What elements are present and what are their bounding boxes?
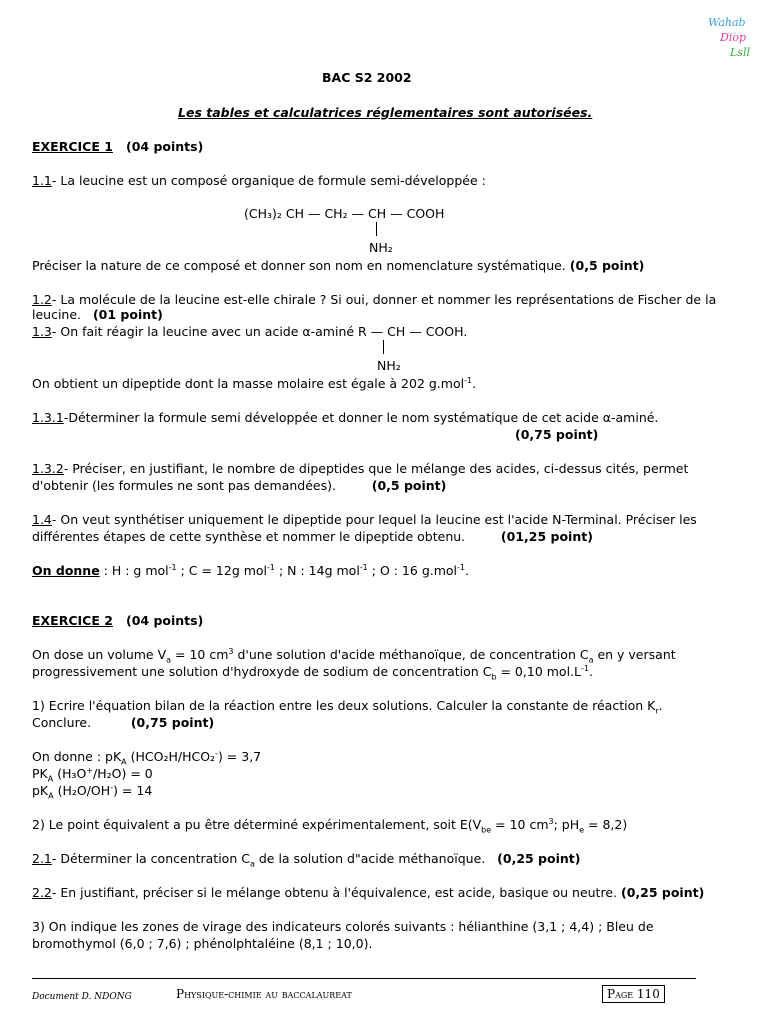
page-subtitle: Les tables et calculatrices réglementaires sont autorisées. bbox=[178, 105, 593, 120]
footer-rule bbox=[32, 978, 696, 979]
superscript: -1 bbox=[168, 562, 177, 572]
question-points: (01 point) bbox=[92, 307, 163, 322]
exercise-1-heading bbox=[32, 139, 203, 155]
question-2-2-1 bbox=[32, 851, 580, 867]
exercise-2-intro-2 bbox=[32, 664, 593, 680]
question-text: On obtient un dipeptide dont la masse molaire est égale à 202 g.mol bbox=[32, 376, 465, 391]
question-text: - Déterminer la concentration C bbox=[51, 851, 250, 866]
page-title: BAC S2 2002 bbox=[322, 70, 412, 85]
punctuation: . bbox=[588, 664, 593, 679]
punctuation: . bbox=[472, 376, 477, 391]
question-number: 1.3.2 bbox=[32, 461, 64, 476]
question-number: 1.3 bbox=[32, 324, 52, 339]
pka-text: (H₃O bbox=[53, 766, 87, 781]
superscript: -1 bbox=[457, 562, 466, 572]
question-points: (01,25 point) bbox=[500, 529, 593, 544]
superscript: -1 bbox=[267, 562, 276, 572]
pka-text: ) = 3,7 bbox=[217, 749, 262, 764]
question-text: - La molécule de la leucine est-elle chirale ? Si oui, donner et nommer les représentations de Fischer de la bbox=[51, 292, 717, 307]
question-points: (0,5 point) bbox=[371, 478, 447, 493]
question-2-2 bbox=[32, 817, 627, 833]
formula-bond-1 bbox=[376, 222, 377, 236]
exercise-2-points: (04 points) bbox=[126, 613, 204, 628]
intro-text: On dose un volume V bbox=[32, 647, 167, 662]
question-text: = 8,2) bbox=[584, 817, 628, 832]
question-1-3-2 bbox=[32, 461, 688, 477]
punctuation: . bbox=[658, 698, 663, 713]
question-text: de la solution d"acide méthanoïque. bbox=[254, 851, 486, 866]
superscript: - bbox=[215, 748, 218, 758]
question-1-3-2-cont bbox=[32, 478, 446, 494]
question-text: - On fait réagir la leucine avec un acide α-aminé R — CH — COOH. bbox=[51, 324, 468, 339]
question-points: (0,5 point) bbox=[569, 258, 645, 273]
pka-text: ) = 14 bbox=[113, 783, 153, 798]
question-2-3-cont: bromothymol (6,0 ; 7,6) ; phénolphtaléine (8,1 ; 10,0). bbox=[32, 936, 373, 951]
subscript: A bbox=[121, 757, 127, 767]
question-2-1-cont bbox=[32, 715, 214, 731]
question-text: 2) Le point équivalent a pu être déterminé expérimentalement, soit E(V bbox=[32, 817, 482, 832]
question-1-4 bbox=[32, 512, 697, 528]
subscript: be bbox=[481, 825, 492, 835]
question-1-1 bbox=[32, 173, 486, 189]
intro-text: en y versant bbox=[593, 647, 676, 662]
question-1-4-cont bbox=[32, 529, 593, 545]
question-text: différentes étapes de cette synthèse et nommer le dipeptide obtenu. bbox=[32, 529, 466, 544]
subscript: r bbox=[655, 706, 659, 716]
question-1-2 bbox=[32, 292, 716, 308]
question-1-1-ask bbox=[32, 258, 644, 274]
given-label: On donne bbox=[32, 563, 100, 578]
superscript: + bbox=[86, 765, 94, 775]
given-text: ; O : 16 g.mol bbox=[367, 563, 458, 578]
question-number: 1.3.1 bbox=[32, 410, 64, 425]
question-number: 1.2 bbox=[32, 292, 52, 307]
question-number: 1.1 bbox=[32, 173, 52, 188]
question-text: ; pH bbox=[553, 817, 580, 832]
exercise-1-title: EXERCICE 1 bbox=[32, 139, 113, 154]
page-label: Page bbox=[607, 987, 634, 1001]
leucine-formula-nh2: NH₂ bbox=[369, 240, 393, 255]
exercise-1-points: (04 points) bbox=[126, 139, 204, 154]
subscript: A bbox=[48, 791, 54, 801]
footer-author: Document D. NDONG bbox=[32, 992, 132, 1002]
question-text: -Déterminer la formule semi développée et donner le nom systématique de cet acide α-aminé. bbox=[63, 410, 659, 425]
question-text: - En justifiant, préciser si le mélange obtenu à l'équivalence, est acide, basique ou neutre. bbox=[51, 885, 617, 900]
logo-line-1: Wahab bbox=[708, 16, 746, 29]
exercise-2-intro-1 bbox=[32, 647, 676, 663]
publisher-logo bbox=[706, 16, 762, 68]
intro-text: d'une solution d'acide méthanoïque, de concentration C bbox=[233, 647, 589, 662]
intro-text: = 10 cm bbox=[171, 647, 229, 662]
pka-text: PK bbox=[32, 766, 48, 781]
pka-text: /H₂O) = 0 bbox=[93, 766, 153, 781]
given-data-1 bbox=[32, 563, 469, 579]
intro-text: = 0,10 mol.L bbox=[496, 664, 581, 679]
given-text: : H : g mol bbox=[99, 563, 169, 578]
amino-acid-nh2: NH₂ bbox=[377, 358, 401, 373]
given-text: ; C = 12g mol bbox=[176, 563, 268, 578]
superscript: -1 bbox=[464, 375, 473, 385]
question-points: (0,75 point) bbox=[130, 715, 215, 730]
subscript: A bbox=[47, 774, 54, 784]
pka-line-1 bbox=[32, 749, 261, 765]
question-text: = 10 cm bbox=[491, 817, 549, 832]
superscript: 3 bbox=[228, 646, 234, 656]
question-text: - Préciser, en justifiant, le nombre de dipeptides que le mélange des acides, ci-dessus cités, permet bbox=[63, 461, 689, 476]
question-1-3-line bbox=[32, 376, 476, 392]
pka-text: (HCO₂H/HCO₂ bbox=[126, 749, 216, 764]
pka-line-2 bbox=[32, 766, 153, 782]
question-number: 2.1 bbox=[32, 851, 52, 866]
question-points: (0,25 point) bbox=[497, 851, 581, 866]
punctuation: . bbox=[465, 563, 469, 578]
question-text: Préciser la nature de ce composé et donner son nom en nomenclature systématique. bbox=[32, 258, 566, 273]
footer-title: Physique-chimie au baccalaureat bbox=[176, 987, 352, 1001]
exercise-2-heading bbox=[32, 613, 203, 629]
question-1-3-1-points: (0,75 point) bbox=[515, 427, 599, 442]
question-1-2-cont bbox=[32, 307, 163, 323]
question-2-2-2 bbox=[32, 885, 704, 901]
subscript: b bbox=[491, 672, 497, 682]
intro-text: progressivement une solution d'hydroxyde de sodium de concentration C bbox=[32, 664, 492, 679]
superscript: 3 bbox=[548, 816, 554, 826]
question-points: (0,25 point) bbox=[620, 885, 705, 900]
question-1-3 bbox=[32, 324, 467, 340]
superscript: - bbox=[110, 782, 114, 792]
pka-text: On donne : pK bbox=[32, 749, 122, 764]
formula-bond-2 bbox=[383, 340, 384, 354]
question-2-3: 3) On indique les zones de virage des indicateurs colorés suivants : hélianthine (3,1 ; 4,4) ; Bleu de bbox=[32, 919, 654, 934]
question-text: leucine. bbox=[32, 307, 82, 322]
pka-text: pK bbox=[32, 783, 49, 798]
question-2-1 bbox=[32, 698, 663, 714]
subscript: a bbox=[166, 655, 172, 665]
question-text: Conclure. bbox=[32, 715, 92, 730]
question-text: d'obtenir (les formules ne sont pas demandées). bbox=[32, 478, 336, 493]
superscript: -1 bbox=[580, 663, 589, 673]
question-text: 1) Ecrire l'équation bilan de la réaction entre les deux solutions. Calculer la constante de réaction K bbox=[32, 698, 656, 713]
subscript: e bbox=[579, 825, 585, 835]
page-number-box bbox=[602, 985, 665, 1003]
question-text: - La leucine est un composé organique de formule semi-développée : bbox=[51, 173, 486, 188]
subscript: a bbox=[249, 859, 255, 869]
superscript: -1 bbox=[359, 562, 368, 572]
leucine-formula: (CH₃)₂ CH — CH₂ — CH — COOH bbox=[244, 206, 445, 221]
page-number: 110 bbox=[636, 987, 660, 1001]
question-number: 2.2 bbox=[32, 885, 52, 900]
question-text: - On veut synthétiser uniquement le dipeptide pour lequel la leucine est l'acide N-Terminal. Préciser les bbox=[51, 512, 697, 527]
pka-line-3 bbox=[32, 783, 152, 799]
exercise-2-title: EXERCICE 2 bbox=[32, 613, 113, 628]
logo-line-3: Lsll bbox=[730, 46, 750, 59]
given-text: ; N : 14g mol bbox=[275, 563, 360, 578]
question-1-3-1 bbox=[32, 410, 658, 426]
subscript: a bbox=[588, 655, 594, 665]
pka-text: (H₂O/OH bbox=[53, 783, 111, 798]
question-number: 1.4 bbox=[32, 512, 52, 527]
logo-line-2: Diop bbox=[720, 31, 747, 44]
